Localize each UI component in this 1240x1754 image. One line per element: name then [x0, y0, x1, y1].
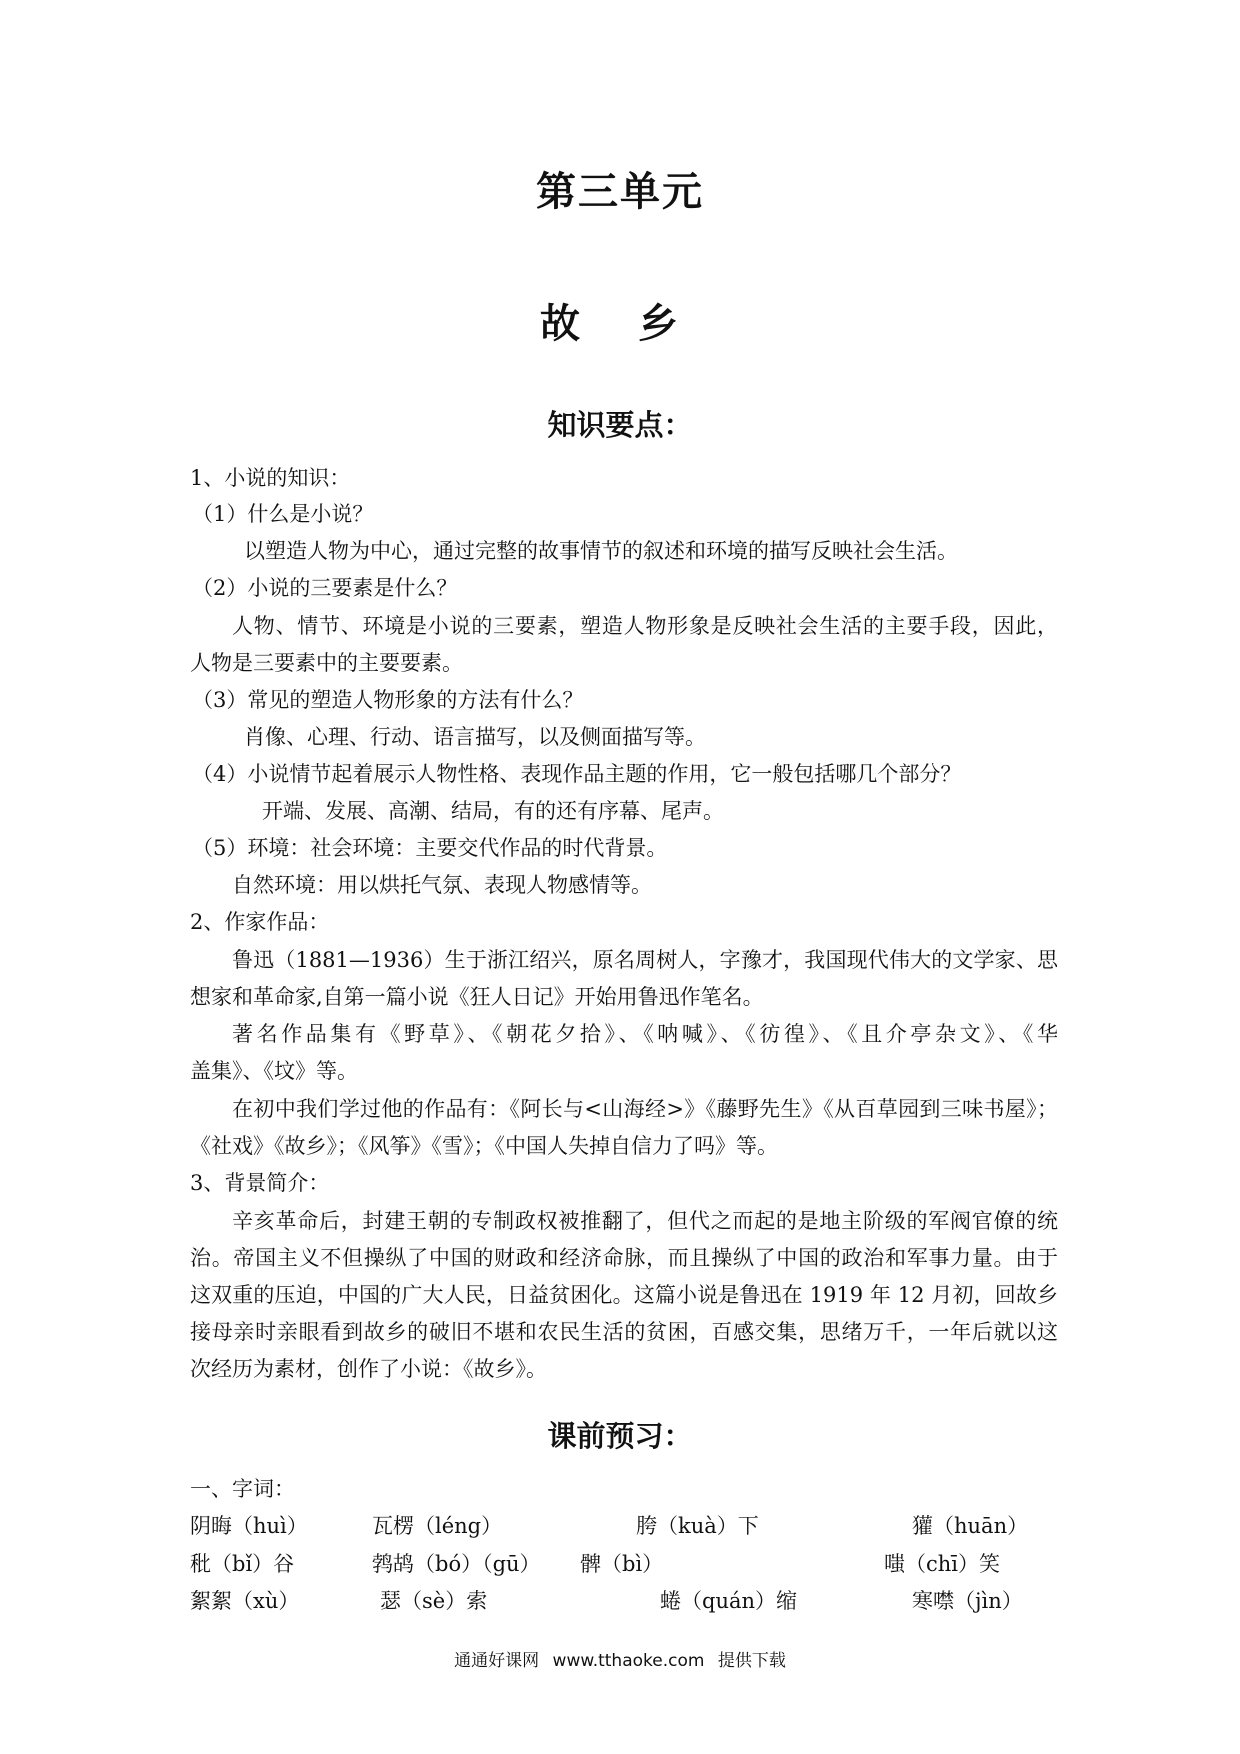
vocab-item: 秕（bǐ）谷: [190, 1552, 295, 1576]
question-5: （5）环境：社会环境：主要交代作品的时代背景。: [192, 836, 668, 860]
author-para-2-line-1: 著名作品集有《野草》、《朝花夕拾》、《呐喊》、《彷徨》、《且介亭杂文》、《华: [232, 1022, 1058, 1046]
vocab-item: 髀（bì）: [580, 1552, 664, 1576]
answer-1: 以塑造人物为中心，通过完整的故事情节的叙述和环境的描写反映社会生活。: [244, 539, 958, 563]
question-4: （4）小说情节起着展示人物性格、表现作品主题的作用，它一般包括哪几个部分？: [192, 762, 962, 786]
answer-3: 肖像、心理、行动、语言描写，以及侧面描写等。: [244, 725, 706, 749]
answer-2-line-1: 人物、情节、环境是小说的三要素，塑造人物形象是反映社会生活的主要手段，因此，: [232, 614, 1058, 638]
question-3: （3）常见的塑造人物形象的方法有什么？: [192, 688, 584, 712]
vocab-item: 阴晦（huì）: [190, 1514, 308, 1538]
vocab-item: 胯（kuà）下: [636, 1514, 759, 1538]
answer-2-line-2: 人物是三要素中的主要要素。: [190, 651, 463, 675]
section-title-key-points: 知识要点：: [547, 408, 693, 442]
heading-novel-knowledge: 1、小说的知识：: [190, 466, 351, 490]
footer-site-name: 通通好课网: [454, 1651, 540, 1671]
author-para-1-line-2: 想家和革命家,自第一篇小说《狂人日记》开始用鲁迅作笔名。: [190, 985, 764, 1009]
heading-background: 3、背景简介：: [190, 1171, 330, 1195]
footer: [0, 1646, 1240, 1671]
heading-vocabulary: 一、字词：: [190, 1477, 295, 1501]
background-line-2: 治。帝国主义不但操纵了中国的财政和经济命脉，而且操纵了中国的政治和军事力量。由于: [190, 1246, 1058, 1270]
background-line-3: 这双重的压迫，中国的广大人民，日益贫困化。这篇小说是鲁迅在 1919 年 12 月初，回故乡: [190, 1283, 1058, 1307]
author-para-3-line-2: 《社戏》《故乡》；《风筝》《雪》；《中国人失掉自信力了吗》等。: [190, 1134, 778, 1158]
section-title-preview: 课前预习：: [547, 1419, 693, 1453]
vocab-item: 蜷（quán）缩: [660, 1589, 798, 1613]
vocab-item: 瓦楞（léng）: [372, 1514, 503, 1538]
author-para-3-line-1: 在初中我们学过他的作品有：《阿长与<山海经>》《藤野先生》《从百草园到三味书屋》；: [232, 1097, 1058, 1121]
vocab-item: 鹁鸪（bó）（gū）: [372, 1552, 541, 1576]
lesson-title: 故 乡: [540, 300, 700, 347]
footer-tagline: 提供下载: [717, 1651, 786, 1671]
answer-5: 自然环境：用以烘托气氛、表现人物感情等。: [232, 873, 652, 897]
question-2: （2）小说的三要素是什么？: [192, 576, 458, 600]
vocab-item: 獾（huān）: [912, 1514, 1029, 1538]
question-1: （1）什么是小说？: [192, 502, 374, 526]
background-line-1: 辛亥革命后，封建王朝的专制政权被推翻了，但代之而起的是地主阶级的军阀官僚的统: [232, 1209, 1058, 1233]
vocab-item: 嗤（chī）笑: [884, 1552, 1001, 1576]
heading-author-works: 2、作家作品：: [190, 910, 330, 934]
author-para-1-line-1: 鲁迅（1881—1936）生于浙江绍兴，原名周树人，字豫才，我国现代伟大的文学家、思: [232, 948, 1058, 972]
vocab-item: 絮絮（xù）: [190, 1589, 300, 1613]
background-line-4: 接母亲时亲眼看到故乡的破旧不堪和农民生活的贫困，百感交集，思绪万千，一年后就以这: [190, 1320, 1058, 1344]
answer-4: 开端、发展、高潮、结局，有的还有序幕、尾声。: [262, 799, 724, 823]
author-para-2-line-2: 盖集》、《坟》等。: [190, 1059, 358, 1083]
vocab-item: 寒噤（jìn）: [912, 1589, 1023, 1613]
vocab-item: 瑟（sè）索: [380, 1589, 488, 1613]
unit-title: 第三单元: [536, 168, 704, 215]
footer-url[interactable]: www.tthaoke.com: [552, 1651, 705, 1671]
background-line-5: 次经历为素材，创作了小说：《故乡》。: [190, 1357, 547, 1381]
